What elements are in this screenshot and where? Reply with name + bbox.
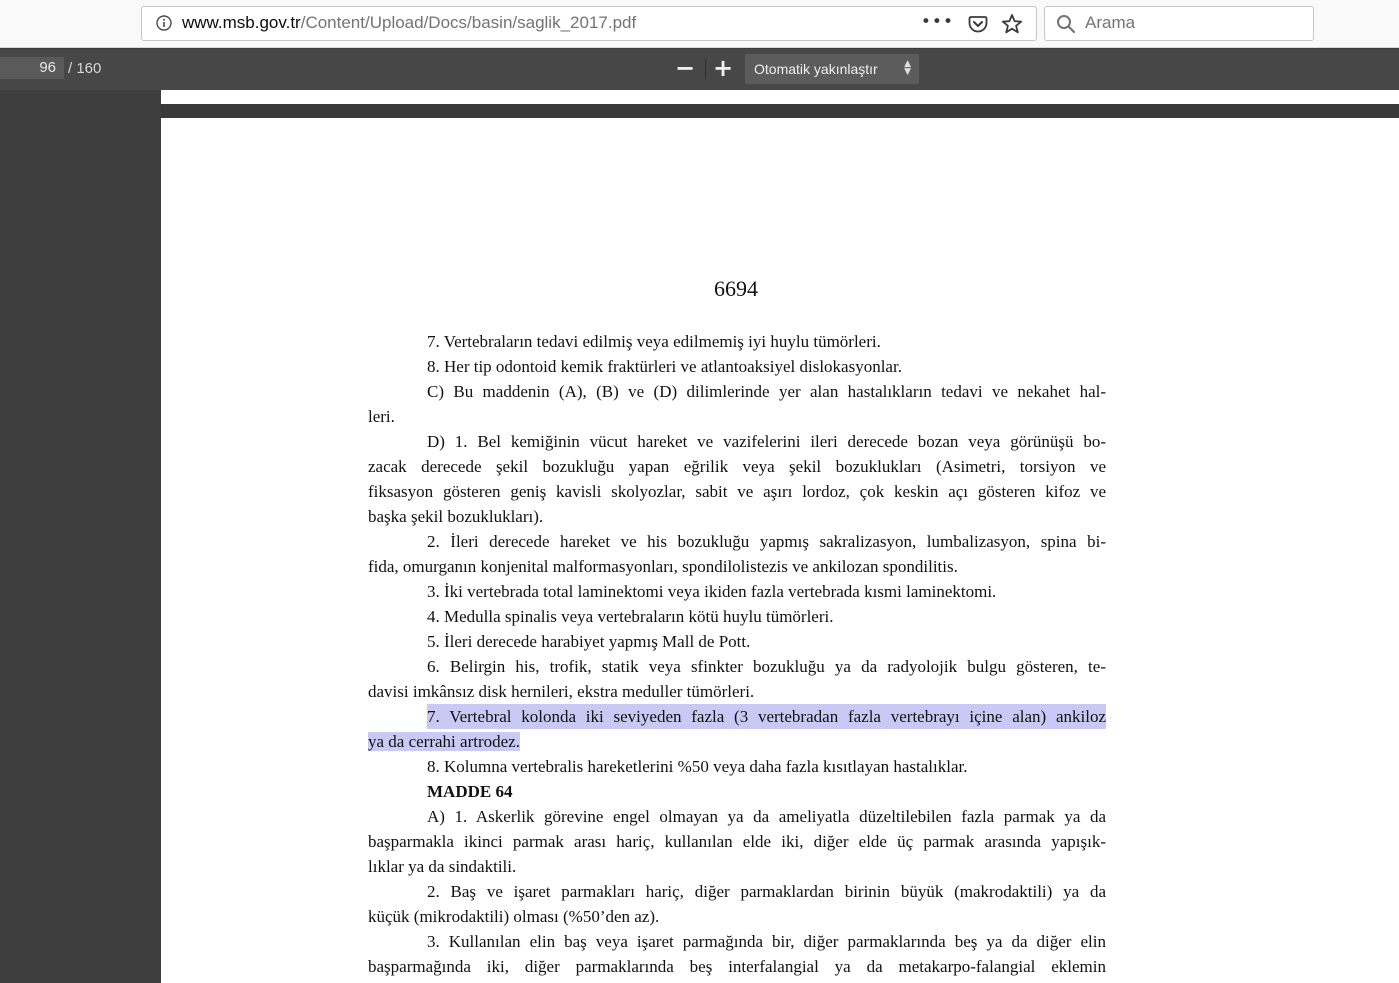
text-line: zacak derecede şekil bozukluğu yapan eğrilik veya şekil bozuklukları (Asimetri, torsiyon ve [368, 457, 1106, 476]
text-line: 2. Baş ve işaret parmakları hariç, diğer parmaklardan birinin büyük (makrodaktili) ya da [427, 882, 1106, 901]
article-heading: MADDE 64 [427, 782, 513, 801]
url-text[interactable] [182, 13, 636, 33]
text-line: fida, omurganın konjenital malformasyonları, spondilolistezis ve ankilozan spondilitis. [368, 557, 958, 576]
text-line: 3. İki vertebrada total laminektomi veya ikiden fazla vertebrada kısmi laminektomi. [427, 582, 997, 601]
star-icon[interactable] [1001, 13, 1023, 35]
text-line: 7. Vertebraların tedavi edilmiş veya edilmemiş iyi huylu tümörleri. [427, 332, 881, 351]
zoom-out-button[interactable]: − [674, 54, 696, 82]
url-bar[interactable] [141, 6, 1037, 41]
text-line: C) Bu maddenin (A), (B) ve (D) dilimlerinde yer alan hastalıkların tedavi ve nekahet hal- [427, 382, 1106, 401]
text-line: 8. Her tip odontoid kemik fraktürleri ve atlantoaksiyel dislokasyonlar. [427, 357, 902, 376]
zoom-in-button[interactable]: + [712, 54, 734, 82]
text-line: başparmağında iki, diğer parmaklarında beş interfalangial ya da metakarpo-falangial eklemin [368, 957, 1106, 976]
page-number-input[interactable]: 96 [0, 57, 64, 79]
text-line: leri. [368, 407, 395, 426]
url-path: /Content/Upload/Docs/basin/saglik_2017.pdf [300, 13, 637, 32]
info-icon[interactable] [156, 15, 172, 31]
page-gap [161, 104, 1399, 118]
text-line: 6. Belirgin his, trofik, statik veya sfinkter bozukluğu ya da radyolojik bulgu gösteren, te- [427, 657, 1106, 676]
text-line: 3. Kullanılan elin baş veya işaret parmağında bir, diğer parmaklarında beş ya da diğer elin [427, 932, 1106, 951]
text-line: başka şekil bozuklukları). [368, 507, 544, 526]
text-line: 2. İleri derecede hareket ve his bozukluğu yapmış sakralizasyon, lumbalizasyon, spina bi- [427, 532, 1106, 551]
text-line: davisi imkânsız disk hernileri, ekstra meduller tümörleri. [368, 682, 755, 701]
zoom-select-value: Otomatik yakınlaştır [754, 61, 878, 77]
select-arrows-icon: ▲ ▼ [904, 59, 911, 77]
search-input[interactable] [1085, 12, 1300, 34]
zoom-select[interactable] [745, 54, 919, 84]
pocket-icon[interactable] [968, 14, 988, 34]
text-line: başparmakla ikinci parmak arası hariç, kullanılan elde iki, diğer elde üç parmak arasında yapışık- [368, 832, 1106, 851]
search-icon [1056, 14, 1076, 34]
text-line: lıklar ya da sindaktili. [368, 857, 517, 876]
text-line: fiksasyon gösteren geniş kavisli skolyozlar, sabit ve aşırı lordoz, çok keskin açı gösteren kifoz ve [368, 482, 1106, 501]
browser-navbar [0, 0, 1399, 48]
previous-page-bottom [161, 90, 1399, 104]
highlighted-text-line[interactable]: ya da cerrahi artrodez. [368, 732, 520, 751]
text-line: küçük (mikrodaktili) olması (%50’den az). [368, 907, 660, 926]
text-line: A) 1. Askerlik görevine engel olmayan ya da ameliyatla düzeltilebilen fazla parmak ya da [427, 807, 1106, 826]
viewer-left-margin [0, 90, 161, 983]
url-host: www.msb.gov.tr [182, 13, 301, 32]
text-line: 5. İleri derecede harabiyet yapmış Mall de Pott. [427, 632, 751, 651]
page-actions-icon[interactable]: ••• [920, 12, 954, 32]
search-bar[interactable] [1044, 6, 1314, 41]
highlighted-text-wrapper [368, 729, 520, 754]
highlighted-text-line[interactable]: 7. Vertebral kolonda iki seviyeden fazla (3 vertebradan fazla vertebrayı içine alan) ankiloz [427, 704, 1106, 729]
text-line: 4. Medulla spinalis veya vertebraların kötü huylu tümörleri. [427, 607, 834, 626]
toolbar-edge [1389, 49, 1399, 90]
toolbar-divider [705, 59, 706, 79]
page-number-label: 6694 [714, 276, 758, 301]
text-line: 8. Kolumna vertebralis hareketlerini %50 veya daha fazla kısıtlayan hastalıklar. [427, 757, 968, 776]
text-line: D) 1. Bel kemiğinin vücut hareket ve vazifelerini ileri derecede bozan veya görünüşü bo- [427, 432, 1106, 451]
page-count: / 160 [68, 60, 102, 77]
pdf-toolbar [0, 49, 1399, 90]
